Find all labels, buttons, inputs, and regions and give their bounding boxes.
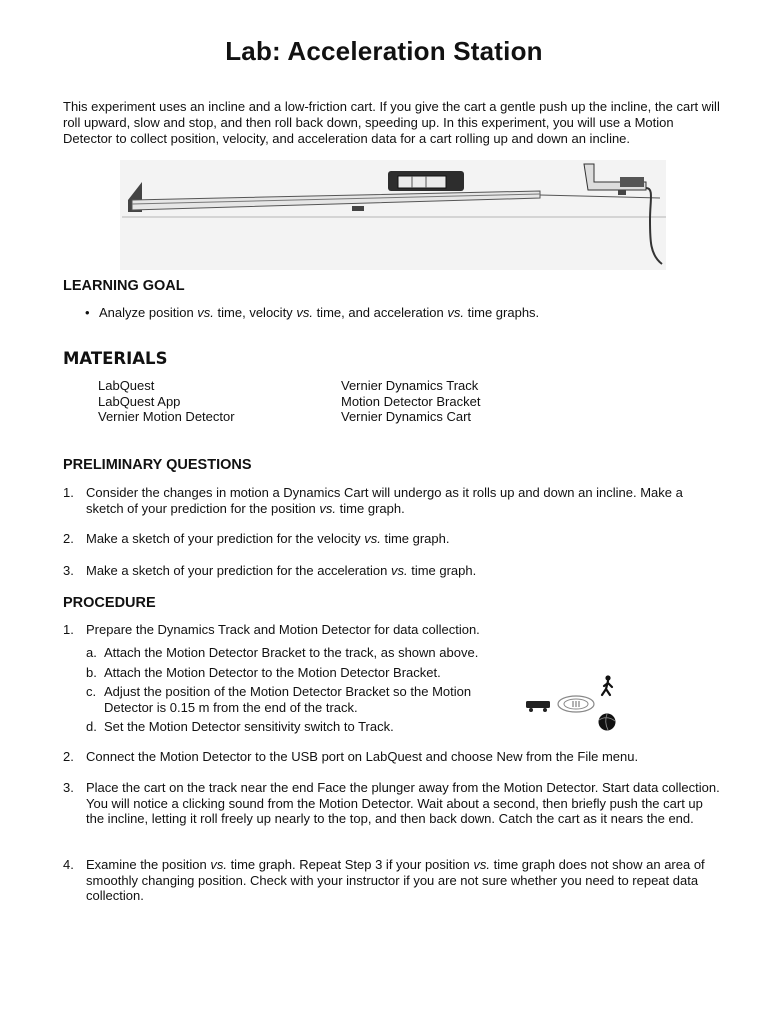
material-item: Motion Detector Bracket <box>341 393 481 409</box>
procedure-step <box>63 749 723 765</box>
walker-icon <box>602 675 612 695</box>
sensitivity-switch-icon <box>558 696 594 712</box>
procedure-substep <box>86 645 506 661</box>
intro-paragraph: This experiment uses an incline and a low-friction cart. If you give the cart a gentle push up the incline, the cart will roll upward, slow and stop, and then roll back down, speeding up. In this experiment, you will use a Motion Detector to collect position, velocity, and acceleration data for a cart rolling up and down an incline. <box>63 99 720 146</box>
procedure-step <box>63 780 723 827</box>
ball-icon <box>599 714 616 731</box>
material-item: LabQuest <box>98 378 155 393</box>
item-number: 3. <box>63 563 74 578</box>
material-item: Vernier Dynamics Cart <box>341 409 472 424</box>
item-number: 1. <box>63 485 74 500</box>
item-text: Consider the changes in motion a Dynamics Cart will undergo as it rolls up and down an incline. Make a sketch of your prediction for the position vs. time graph. <box>86 485 683 516</box>
material-item: Vernier Motion Detector <box>98 409 235 424</box>
item-text: Make a sketch of your prediction for the velocity vs. time graph. <box>86 531 450 546</box>
procedure-substep <box>86 665 506 681</box>
learning-goal-heading: LEARNING GOAL <box>63 278 185 294</box>
procedure-step <box>63 857 723 904</box>
preliminary-questions-heading: PRELIMINARY QUESTIONS <box>63 457 252 473</box>
materials-right-column <box>341 378 480 425</box>
sensitivity-switch-illustration <box>522 674 622 732</box>
item-text: Examine the position vs. time graph. Repeat Step 3 if your position vs. time graph does not show an area of smoothly changing position. Check with your instructor if you are not sure whether you need to repeat data collection. <box>86 857 705 903</box>
substep-letter: d. <box>86 719 97 734</box>
materials-left-column <box>98 378 235 425</box>
item-number: 2. <box>63 749 74 764</box>
item-text: Make a sketch of your prediction for the acceleration vs. time graph. <box>86 563 477 578</box>
material-item: Vernier Dynamics Track <box>341 378 479 393</box>
item-number: 4. <box>63 857 74 872</box>
learning-goal-text: Analyze position vs. time, velocity vs. time, and acceleration vs. time graphs. <box>99 305 540 320</box>
item-number: 3. <box>63 780 74 795</box>
material-item: LabQuest App <box>98 393 181 409</box>
substep-letter: b. <box>86 665 97 680</box>
preliminary-question <box>63 485 723 516</box>
bullet-dot: • <box>85 305 90 320</box>
substep-text: Set the Motion Detector sensitivity switch to Track. <box>104 719 394 734</box>
item-text: Place the cart on the track near the end Face the plunger away from the Motion Detector. Start data collection. You will notice a clicking sound from the Motion Detector. Wait about a second, then briefly push the cart up the incline, letting it roll freely up nearly to the top, and then back down. Catch the cart as it nears the end. <box>86 780 720 826</box>
item-number: 2. <box>63 531 74 546</box>
item-text: Connect the Motion Detector to the USB port on LabQuest and choose New from the File menu. <box>86 749 639 764</box>
materials-heading: MATERIALS <box>63 349 168 368</box>
procedure-step <box>63 622 723 638</box>
procedure-substep <box>86 684 506 715</box>
procedure-heading: PROCEDURE <box>63 595 156 611</box>
item-text: Prepare the Dynamics Track and Motion Detector for data collection. <box>86 622 480 637</box>
substep-text: Attach the Motion Detector to the Motion Detector Bracket. <box>104 665 441 680</box>
substep-text: Attach the Motion Detector Bracket to the track, as shown above. <box>104 645 479 660</box>
substep-letter: a. <box>86 645 97 660</box>
page-title: Lab: Acceleration Station <box>225 36 543 66</box>
substep-letter: c. <box>86 684 97 699</box>
track-setup-illustration <box>120 160 666 270</box>
procedure-substep <box>86 719 506 735</box>
preliminary-question <box>63 563 723 579</box>
substep-text: Adjust the position of the Motion Detector Bracket so the Motion Detector is 0.15 m from the end of the track. <box>104 684 472 715</box>
preliminary-question <box>63 531 723 547</box>
cart-icon <box>526 701 550 712</box>
item-number: 1. <box>63 622 74 637</box>
